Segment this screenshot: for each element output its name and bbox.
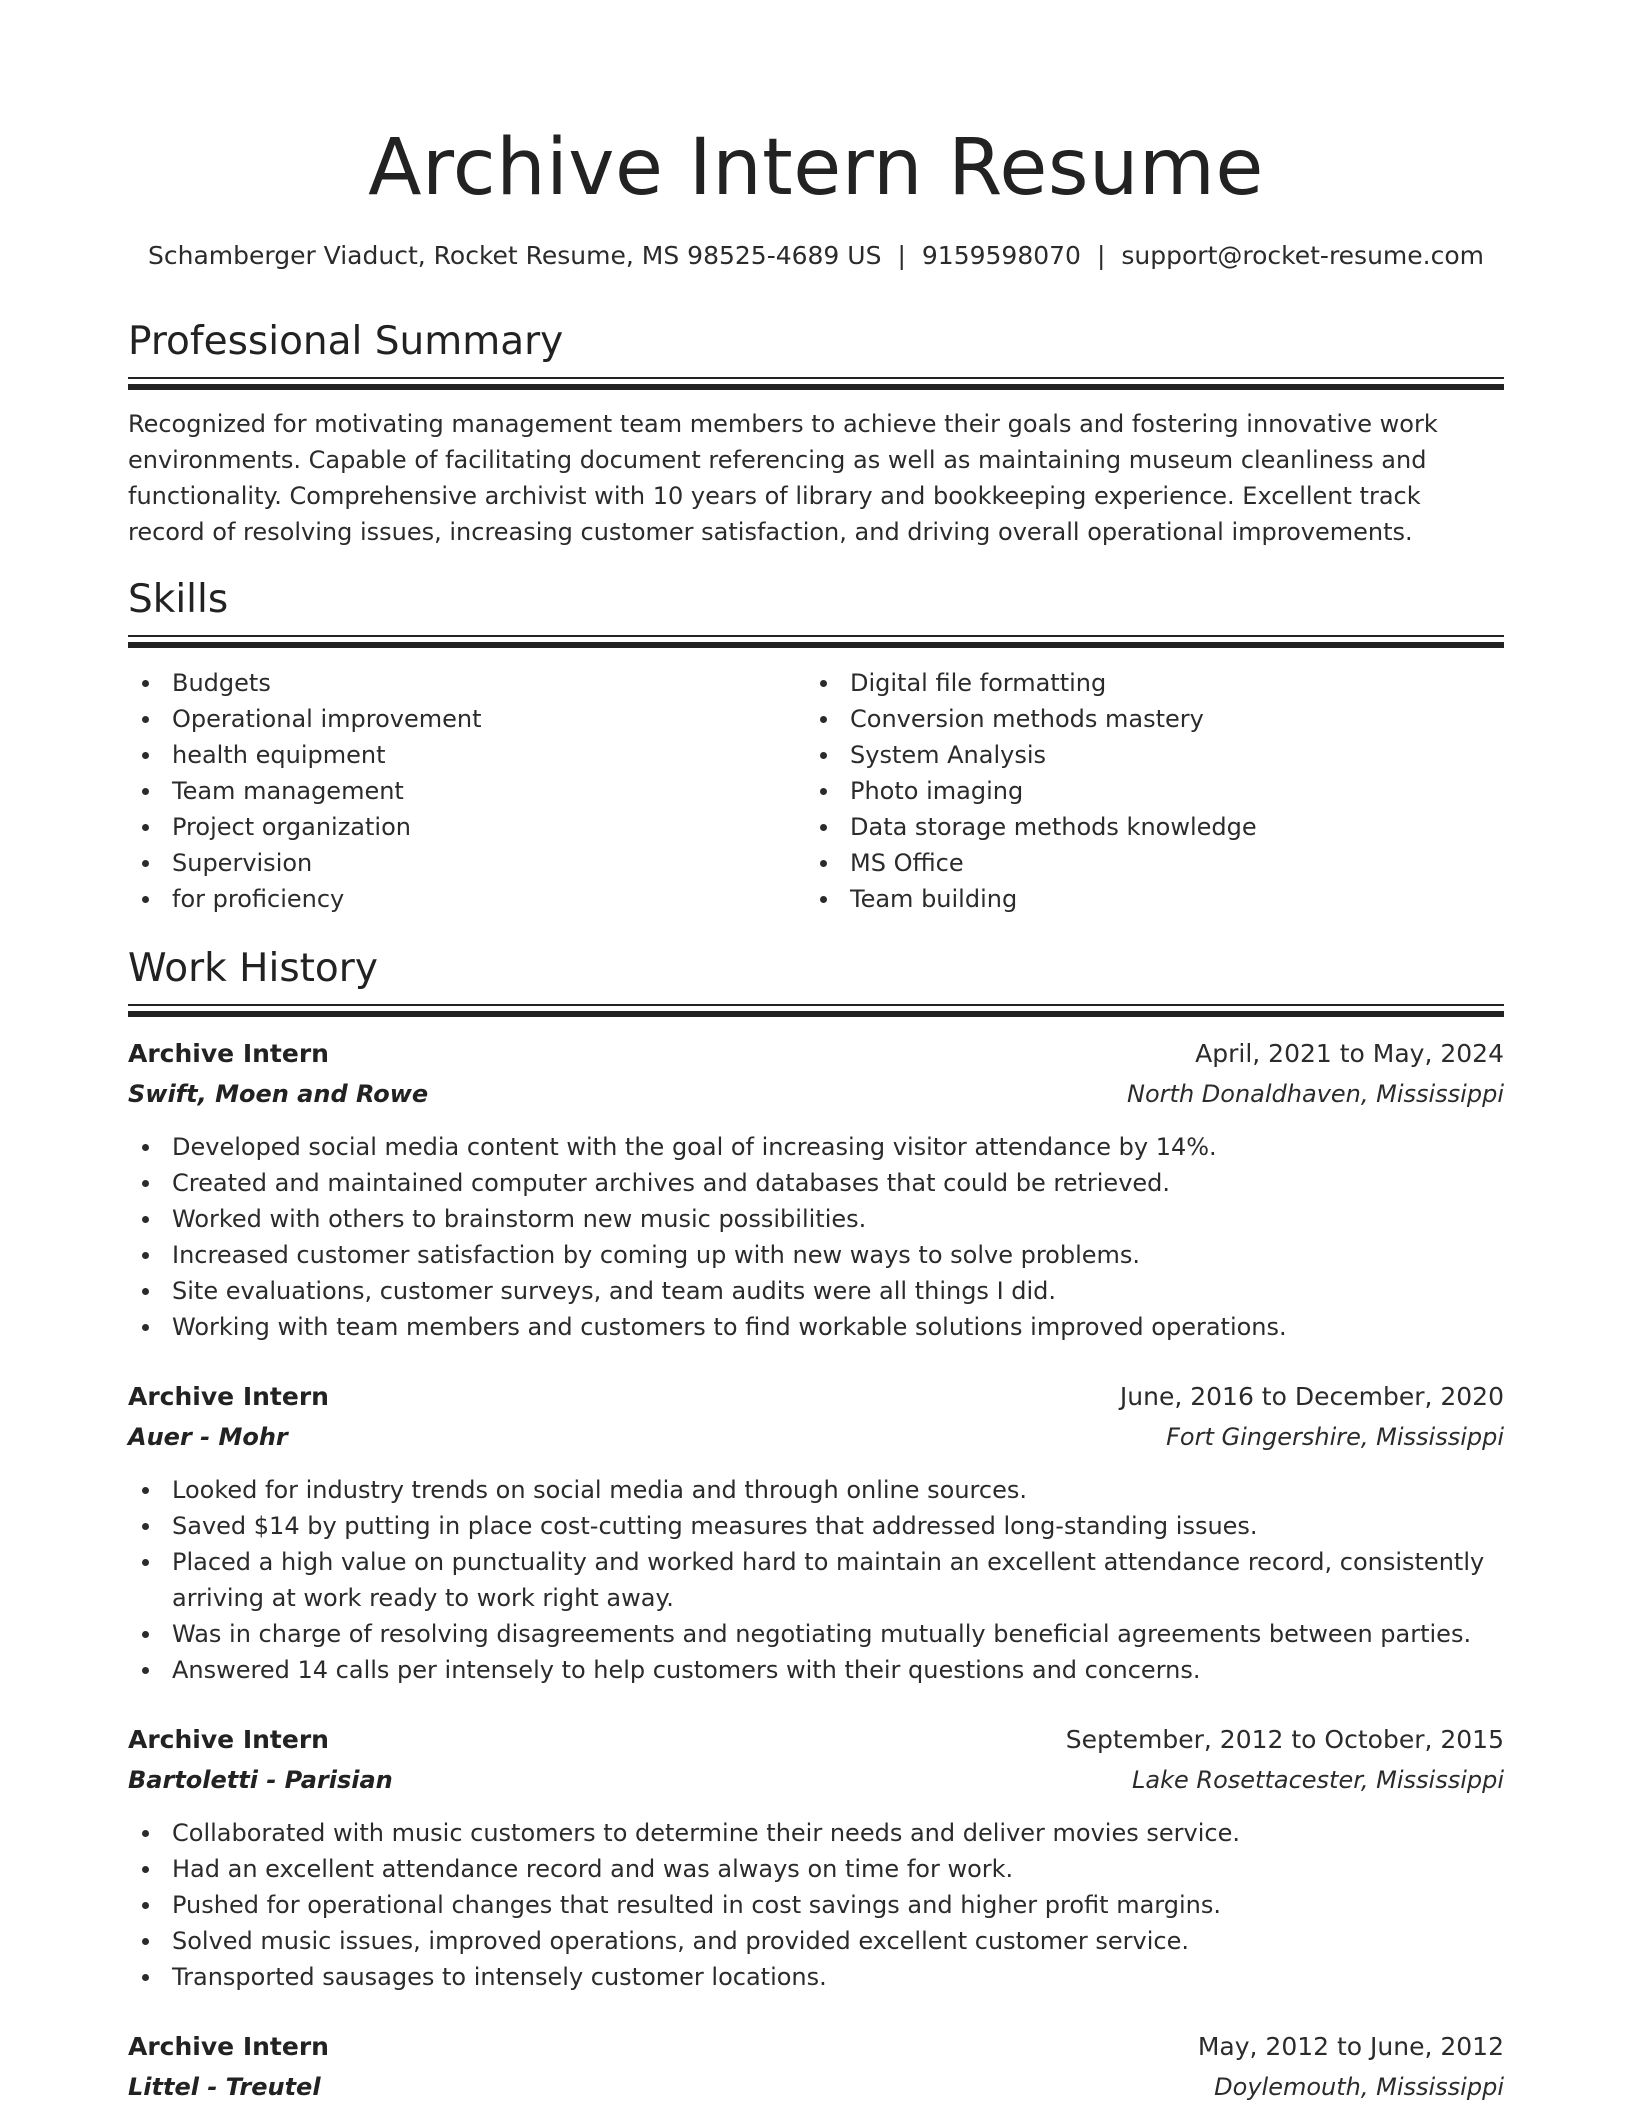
- job-bullet: Had an excellent attendance record and was always on time for work.: [128, 1851, 1504, 1887]
- job-dates: September, 2012 to October, 2015: [1065, 1725, 1504, 1754]
- job-company: Bartoletti - Parisian: [128, 1766, 393, 1794]
- section-divider: [128, 1004, 1504, 1017]
- job-bullet: Created and maintained computer archives and databases that could be retrieved.: [128, 1165, 1504, 1201]
- skill-item: Conversion methods mastery: [806, 701, 1466, 737]
- job-bullet: Collaborated with music customers to determine their needs and deliver movies service.: [128, 1815, 1504, 1851]
- job-company: Swift, Moen and Rowe: [128, 1080, 429, 1108]
- job-bullet: Solved music issues, improved operations, and provided excellent customer service.: [128, 1923, 1504, 1959]
- job-bullet: Worked with others to brainstorm new music possibilities.: [128, 1201, 1504, 1237]
- skill-item: Data storage methods knowledge: [806, 809, 1466, 845]
- contact-line: [128, 236, 1504, 276]
- job-company: Littel - Treutel: [128, 2073, 321, 2101]
- job-title: Archive Intern: [128, 2032, 329, 2061]
- job-bullet: Working with team members and customers to find workable solutions improved operations.: [128, 1309, 1504, 1345]
- job-company: Auer - Mohr: [128, 1423, 288, 1451]
- job-bullet-list: [128, 1129, 1504, 1345]
- skill-item: Photo imaging: [806, 773, 1466, 809]
- skill-item: MS Office: [806, 845, 1466, 881]
- skills-heading: Skills: [128, 577, 229, 622]
- section-divider: [128, 377, 1504, 390]
- skill-item: Team management: [128, 773, 788, 809]
- job-bullet: Placed a high value on punctuality and worked hard to maintain an excellent attendance record, consistently arriving at work ready to work right away.: [128, 1544, 1504, 1616]
- skill-item: for proficiency: [128, 881, 788, 917]
- work-history-heading: Work History: [128, 946, 378, 991]
- skills-list-left: [128, 665, 788, 917]
- contact-phone: 9159598070: [921, 241, 1081, 270]
- skill-item: Budgets: [128, 665, 788, 701]
- job-location: Lake Rosettacester, Mississippi: [1132, 1766, 1504, 1794]
- job-title: Archive Intern: [128, 1382, 329, 1411]
- summary-text: Recognized for motivating management team members to achieve their goals and fostering innovative work environments. Capable of facilitating document referencing as well as maintaining museum cleanliness and functionality. Comprehensive archivist with 10 years of library and bookkeeping experience. Excellent track record of resolving issues, increasing customer satisfaction, and driving overall operational improvements.: [128, 410, 1438, 546]
- resume-title: Archive Intern Resume: [368, 123, 1264, 213]
- contact-separator: |: [1096, 241, 1106, 270]
- section-divider: [128, 635, 1504, 648]
- job-title: Archive Intern: [128, 1039, 329, 1068]
- contact-email: support@rocket-resume.com: [1121, 241, 1485, 270]
- job-location: Doylemouth, Mississippi: [1214, 2073, 1504, 2101]
- job-bullet: Transported sausages to intensely customer locations.: [128, 1959, 1504, 1995]
- skill-item: Project organization: [128, 809, 788, 845]
- job-bullet: Looked for industry trends on social media and through online sources.: [128, 1472, 1504, 1508]
- summary-heading: Professional Summary: [128, 319, 564, 364]
- job-bullet: Developed social media content with the goal of increasing visitor attendance by 14%.: [128, 1129, 1504, 1165]
- skill-item: Operational improvement: [128, 701, 788, 737]
- job-bullet: Saved $14 by putting in place cost-cutting measures that addressed long-standing issues.: [128, 1508, 1504, 1544]
- skill-item: Supervision: [128, 845, 788, 881]
- contact-address: Schamberger Viaduct, Rocket Resume, MS 98525-4689 US: [147, 241, 882, 270]
- job-bullet-list: [128, 1815, 1504, 1995]
- job-title: Archive Intern: [128, 1725, 329, 1754]
- job-bullet: Answered 14 calls per intensely to help customers with their questions and concerns.: [128, 1652, 1504, 1688]
- job-bullet: Increased customer satisfaction by coming up with new ways to solve problems.: [128, 1237, 1504, 1273]
- skill-item: Team building: [806, 881, 1466, 917]
- skill-item: health equipment: [128, 737, 788, 773]
- job-location: Fort Gingershire, Mississippi: [1166, 1423, 1504, 1451]
- job-bullet: Was in charge of resolving disagreements and negotiating mutually beneficial agreements between parties.: [128, 1616, 1504, 1652]
- skills-list-right: [806, 665, 1466, 917]
- contact-separator: |: [897, 241, 906, 270]
- job-bullet-list: [128, 1472, 1504, 1688]
- job-bullet: Pushed for operational changes that resulted in cost savings and higher profit margins.: [128, 1887, 1504, 1923]
- skill-item: System Analysis: [806, 737, 1466, 773]
- skill-item: Digital file formatting: [806, 665, 1466, 701]
- job-dates: June, 2016 to December, 2020: [1119, 1382, 1504, 1411]
- job-dates: May, 2012 to June, 2012: [1197, 2032, 1504, 2061]
- job-bullet: Site evaluations, customer surveys, and team audits were all things I did.: [128, 1273, 1504, 1309]
- job-location: North Donaldhaven, Mississippi: [1127, 1080, 1504, 1108]
- job-dates: April, 2021 to May, 2024: [1195, 1039, 1504, 1068]
